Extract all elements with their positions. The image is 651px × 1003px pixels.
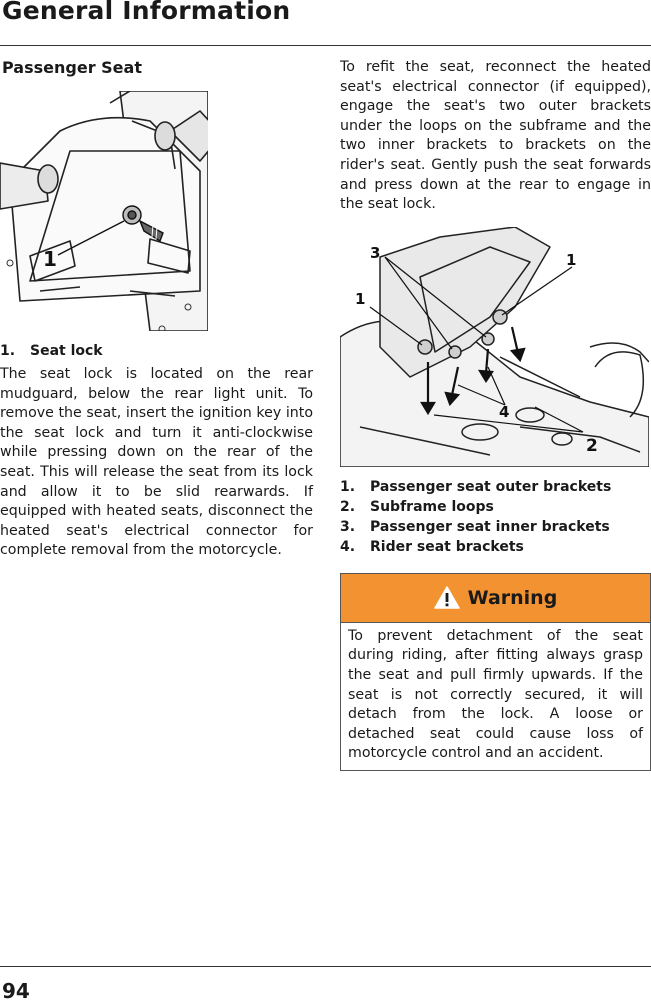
body-paragraph: To refit the seat, reconnect the heated seat's electrical connector (if equipped), engage the seat's two outer brackets under the loops on the subframe and the two inner brackets to brackets on the rider's seat. Gently push the seat forwards and press down at the rear to engage in the seat lock.: [340, 59, 651, 213]
warning-body: [341, 623, 650, 770]
caption-label: Passenger seat outer brackets: [370, 478, 612, 495]
caption-label: Rider seat brackets: [370, 538, 524, 555]
warning-header: [341, 574, 650, 623]
caption-list: [340, 477, 651, 557]
left-column: [0, 58, 313, 561]
right-column: [340, 58, 651, 771]
caption-number: 4.: [340, 538, 356, 555]
warning-box: [340, 573, 651, 771]
warning-text: To prevent detachment of the seat during riding, after fitting always grasp the seat and pull firmly upwards. If the seat is not correctly secured, it will detach from the lock. A loose or detached seat could cause loss of motorcycle control and an accident.: [348, 627, 643, 762]
caption-label: Subframe loops: [370, 498, 494, 515]
caption-number: 3.: [340, 518, 356, 535]
warning-title: Warning: [467, 586, 558, 609]
caption-item: [340, 517, 651, 537]
callout-label: 1: [566, 250, 577, 269]
page-number: 94: [2, 979, 30, 1003]
caption-number: 1.: [340, 478, 356, 495]
caption-item: [0, 341, 313, 361]
seat-fitting-drawing: [340, 227, 649, 467]
seat-lock-drawing: [0, 91, 208, 331]
section-heading: Passenger Seat: [2, 58, 142, 77]
callout-label: 1: [43, 247, 57, 271]
warning-triangle-icon: [434, 586, 460, 609]
callout-label: 3: [370, 243, 381, 262]
callout-label: 2: [586, 435, 598, 456]
page-title: General Information: [2, 0, 291, 25]
caption-item: [340, 477, 651, 497]
caption-item: [340, 537, 651, 557]
body-paragraph: The seat lock is located on the rear mudguard, below the rear light unit. To remove the seat, insert the ignition key into the seat lock and turn it anti-clockwise while pressing down on the rear of the seat. This will release the seat from its lock and allow it to be slid rearwards. If equipped with heated seats, disconnect the heated seat's electrical connector for complete removal from the motorcycle.: [0, 366, 313, 559]
caption-list: [0, 341, 313, 361]
callout-label: 4: [499, 402, 510, 421]
caption-item: [340, 497, 651, 517]
caption-number: 1.: [0, 343, 16, 359]
page-footer: [0, 966, 651, 1003]
caption-label: Passenger seat inner brackets: [370, 518, 610, 535]
seat-fitting-illustration: [340, 227, 649, 467]
caption-number: 2.: [340, 498, 356, 515]
caption-label: Seat lock: [30, 343, 103, 359]
seat-lock-illustration: [0, 91, 208, 331]
callout-label: 1: [355, 289, 366, 308]
page-header: [0, 0, 651, 46]
